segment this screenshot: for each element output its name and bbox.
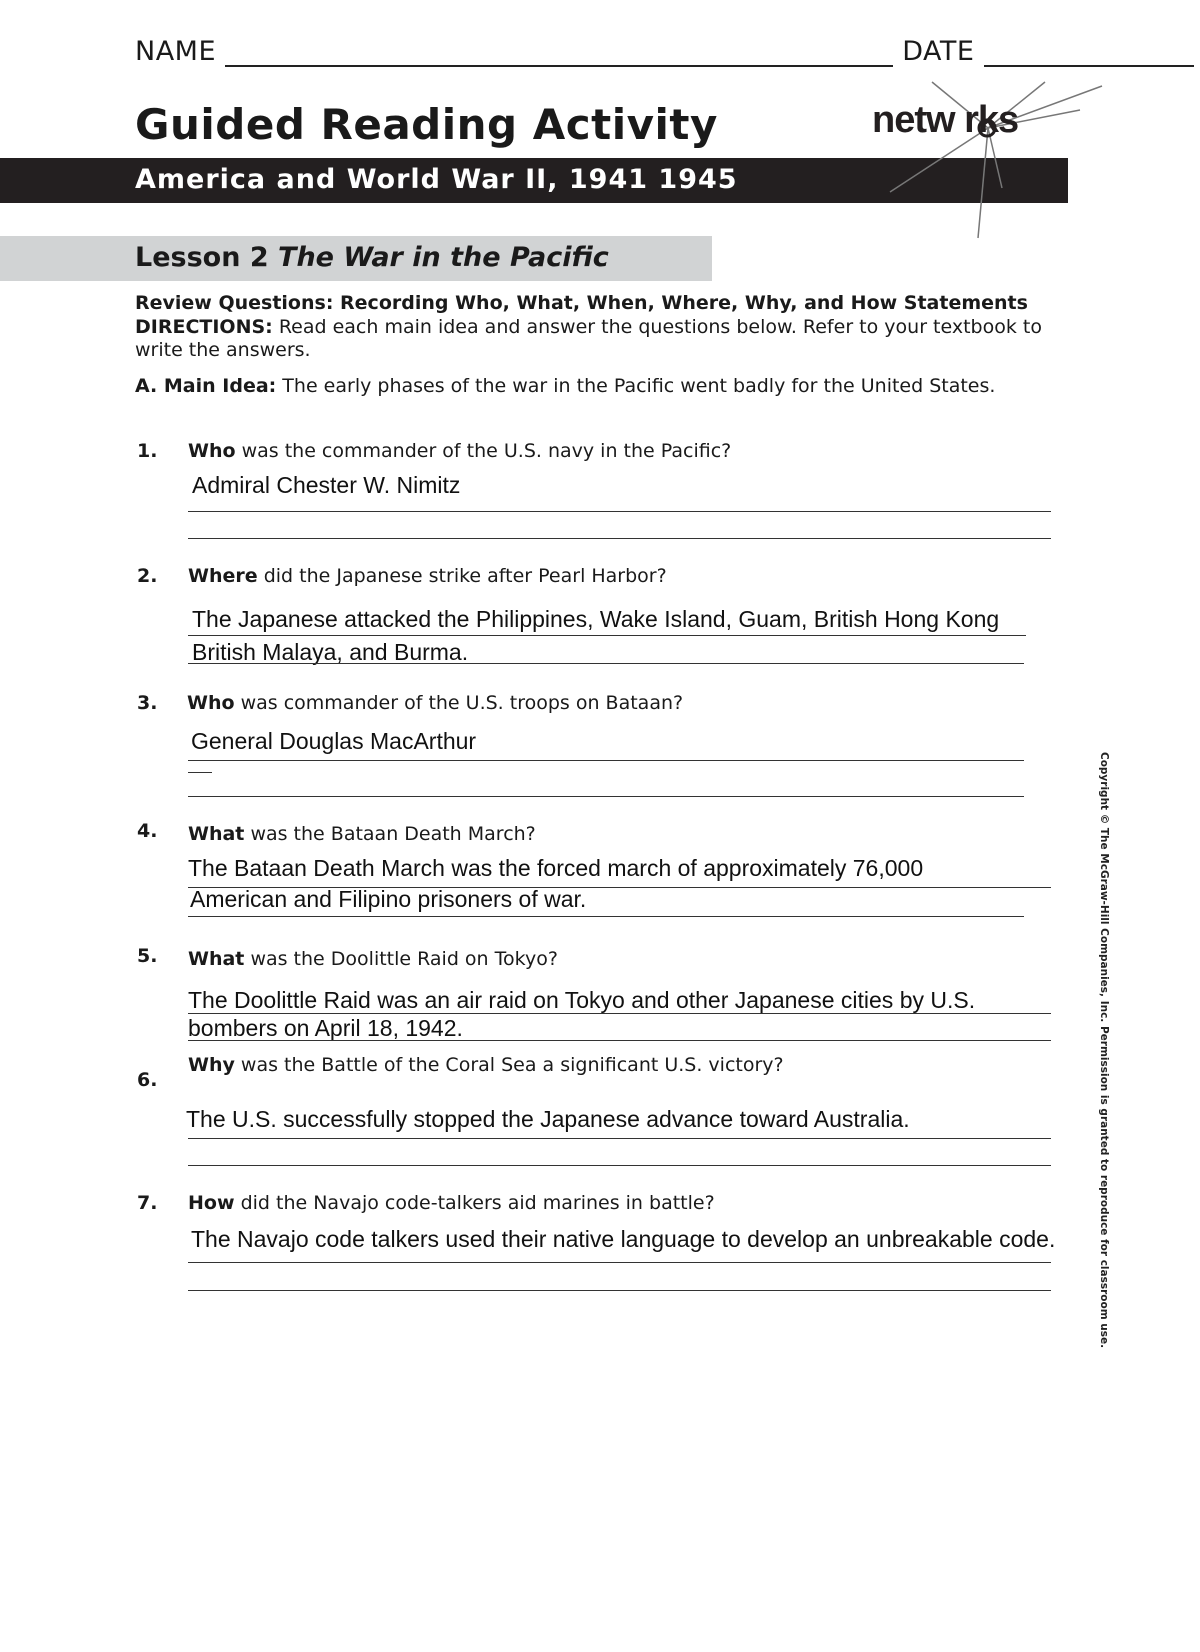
answer-line[interactable]: bombers on April 18, 1942. <box>188 1015 463 1041</box>
answer-line[interactable]: The Bataan Death March was the forced march of approximately 76,000 <box>188 855 924 881</box>
answer-rule <box>188 538 1051 539</box>
question-keyword: How <box>188 1192 235 1214</box>
date-field[interactable] <box>984 41 1194 67</box>
answer-rule <box>188 1262 1051 1263</box>
answer-rule <box>188 663 1024 664</box>
question-text <box>188 1192 715 1214</box>
question-keyword: Who <box>188 440 236 462</box>
question-body: was the Bataan Death March? <box>250 823 536 845</box>
page-title: Guided Reading Activity <box>135 100 718 149</box>
answer-rule <box>188 916 1024 917</box>
answer-rule <box>188 796 1024 797</box>
lesson-title: The War in the Pacific <box>278 242 609 273</box>
question-text <box>188 565 667 587</box>
networks-logo-text: netw rks <box>872 99 1019 141</box>
answer-line[interactable]: The Doolittle Raid was an air raid on Tokyo and other Japanese cities by U.S. <box>188 987 976 1013</box>
question-body: did the Japanese strike after Pearl Harbor? <box>263 565 667 587</box>
answer-rule <box>188 511 1051 512</box>
name-label: NAME <box>135 36 217 67</box>
question-body: was the Battle of the Coral Sea a significant U.S. victory? <box>240 1054 784 1076</box>
review-heading: Review Questions: Recording Who, What, When, Where, Why, and How Statements <box>135 292 1028 314</box>
question-number: 2. <box>137 565 158 587</box>
answer-line[interactable]: General Douglas MacArthur <box>191 728 477 754</box>
question-text <box>188 948 558 970</box>
stray-mark <box>188 772 212 773</box>
main-idea-label: A. Main Idea: <box>135 375 277 397</box>
answer-rule <box>188 635 1026 636</box>
lesson-heading <box>135 242 609 273</box>
question-number: 3. <box>137 692 158 714</box>
question-number: 7. <box>137 1192 158 1214</box>
question-keyword: Who <box>187 692 235 714</box>
question-text <box>188 440 731 462</box>
question-keyword: What <box>188 823 245 845</box>
lesson-prefix: Lesson 2 <box>135 242 269 273</box>
answer-line[interactable]: American and Filipino prisoners of war. <box>190 886 587 912</box>
answer-rule <box>188 1165 1051 1166</box>
main-idea <box>135 375 995 397</box>
name-field[interactable] <box>225 41 893 67</box>
answer-line[interactable]: The Navajo code talkers used their native language to develop an unbreakable code. <box>191 1226 1056 1252</box>
directions <box>135 316 1075 362</box>
question-body: was commander of the U.S. troops on Bataan? <box>240 692 684 714</box>
question-keyword: What <box>188 948 245 970</box>
question-number: 5. <box>137 945 158 967</box>
main-idea-text: The early phases of the war in the Pacific went badly for the United States. <box>282 375 996 397</box>
answer-rule <box>188 1290 1051 1291</box>
question-text <box>187 692 683 714</box>
answer-line[interactable]: The Japanese attacked the Philippines, Wake Island, Guam, British Hong Kong <box>192 606 1000 632</box>
question-number: 6. <box>137 1069 158 1091</box>
question-text <box>188 1054 784 1076</box>
question-keyword: Why <box>188 1054 235 1076</box>
answer-rule <box>188 1138 1051 1139</box>
question-number: 4. <box>137 820 158 842</box>
answer-line[interactable]: Admiral Chester W. Nimitz <box>192 472 461 498</box>
copyright-notice: Copyright © The McGraw-Hill Companies, Inc. Permission is granted to reproduce for classroom use. <box>1098 752 1110 1349</box>
question-body: did the Navajo code-talkers aid marines in battle? <box>240 1192 715 1214</box>
question-body: was the commander of the U.S. navy in the Pacific? <box>241 440 732 462</box>
question-keyword: Where <box>188 565 258 587</box>
name-date-line <box>135 36 1194 67</box>
date-label: DATE <box>902 36 975 67</box>
logo-ray <box>978 128 988 238</box>
answer-rule <box>188 1013 1051 1014</box>
answer-line[interactable]: British Malaya, and Burma. <box>192 639 469 665</box>
question-body: was the Doolittle Raid on Tokyo? <box>250 948 558 970</box>
question-text <box>188 823 536 845</box>
question-number: 1. <box>137 440 158 462</box>
directions-label: DIRECTIONS: <box>135 316 273 338</box>
answer-rule <box>188 1040 1051 1041</box>
answer-line[interactable]: The U.S. successfully stopped the Japanese advance toward Australia. <box>186 1106 910 1132</box>
directions-text: Read each main idea and answer the questions below. Refer to your textbook to write the answers. <box>135 316 1042 361</box>
chapter-title: America and World War II, 1941 1945 <box>135 164 738 195</box>
answer-rule <box>188 760 1024 761</box>
